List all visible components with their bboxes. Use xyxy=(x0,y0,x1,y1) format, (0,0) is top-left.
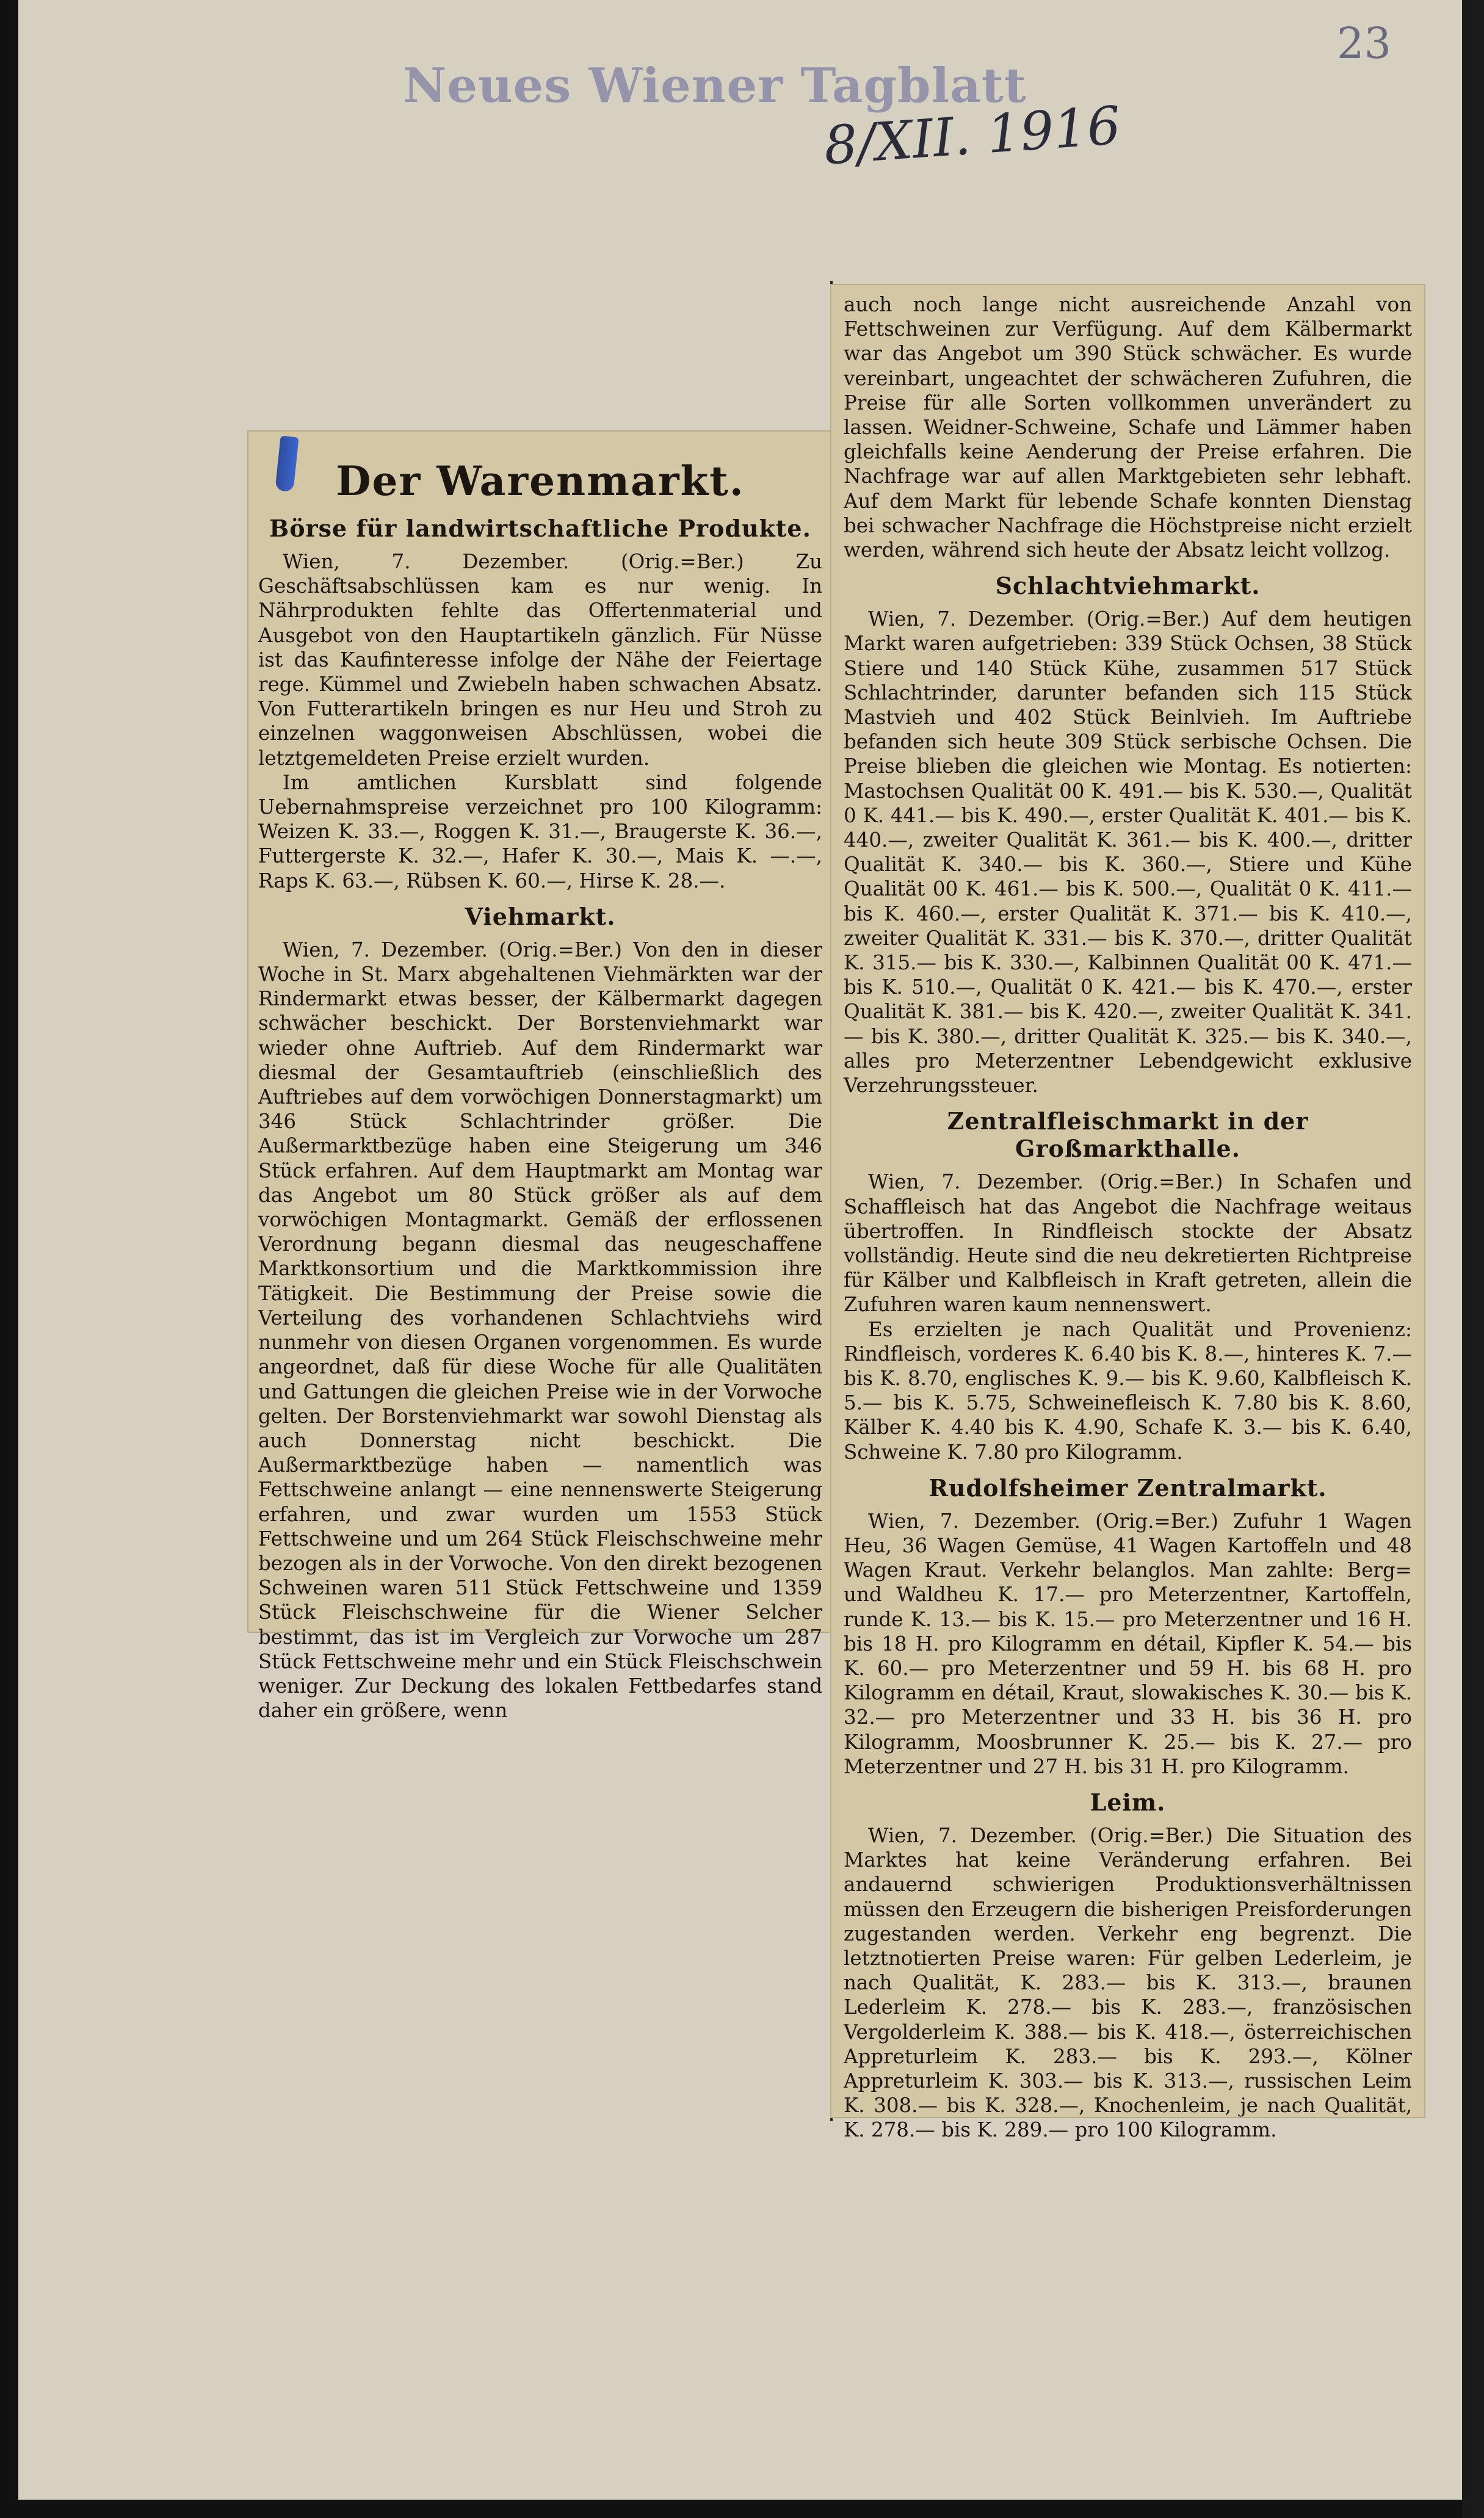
article-paragraph: Wien, 7. Dezember. (Orig.=Ber.) Zufuhr 1 Wagen Heu, 36 Wagen Gemüse, 41 Wagen Kartoffeln und 48 Wagen Kraut. Verkehr belanglos. Man zahlte: Berg= und Waldheu K. 17.— pro Meterzentner, Kartoffeln, runde K. 13.— bis K. 15.— pro Meterzentner und 16 H. bis 18 H. pro Kilogramm en détail, Kipfler K. 54.— bis K. 60.— pro Meterzentner und 59 H. bis 68 H. pro Kilogramm en détail, Kraut, slowakisches K. 30.— bis K. 32.— pro Meterzentner und 33 H. bis 36 H. pro Kilogramm, Moosbrunner K. 25.— bis K. 27.— pro Meterzentner und 27 H. bis 31 H. pro Kilogramm. xyxy=(844,1509,1412,1778)
clipping-right-column xyxy=(830,284,1425,2142)
section-heading: Zentralfleischmarkt in der Großmarkthalle. xyxy=(947,1107,1309,1163)
article-title: Der Warenmarkt. xyxy=(336,457,745,505)
section-heading: Rudolfsheimer Zentralmarkt. xyxy=(928,1474,1327,1502)
section-heading: Schlachtviehmarkt. xyxy=(995,572,1261,600)
section-heading: Viehmarkt. xyxy=(465,902,616,930)
article-paragraph: Wien, 7. Dezember. (Orig.=Ber.) Von den in dieser Woche in St. Marx abgehaltenen Viehmärkten war der Rindermarkt etwas besser, der Kälbermarkt dagegen schwächer beschickt. Der Borstenviehmarkt war wieder ohne Auftrieb. Auf dem Rindermarkt war diesmal der Gesamtauftrieb (einschließlich des Auftriebes auf dem vorwöchigen Donnerstagmarkt) um 346 Stück Schlachtrinder größer. Die Außermarktbezüge haben eine Steigerung um 346 Stück erfahren. Auf dem Hauptmarkt am Montag war das Angebot um 80 Stück größer als auf dem vorwöchigen Montagmarkt. Gemäß der erflossenen Verordnung begann diesmal das neugeschaffene Marktkonsortium und die Marktkommission ihre Tätigkeit. Die Bestimmung der Preise sowie die Verteilung des vorhandenen Schlachtviehs wird nunmehr von diesen Organen vorgenommen. Es wurde angeordnet, daß für diese Woche für alle Qualitäten und Gattungen die gleichen Preise wie in der Vorwoche gelten. Der Borstenviehmarkt war sowohl Dienstag als auch Donnerstag nicht beschickt. Die Außermarktbezüge haben — namentlich was Fettschweine anlangt — eine nennenswerte Steigerung erfahren, und zwar wurden um 1553 Stück Fettschweine und um 264 Stück Fleischschweine mehr bezogen als in der Vorwoche. Von den direkt bezogenen Schweinen waren 511 Stück Fettschweine und 1359 Stück Fleischschweine für die Wiener Selcher bestimmt, das ist im Vergleich zur Vorwoche um 287 Stück Fettschweine mehr und ein Stück Fleischschwein weniger. Zur Deckung des lokalen Fettbedarfes stand daher ein größere, wenn xyxy=(258,938,822,1723)
section-heading: Börse für landwirtschaftliche Produkte. xyxy=(269,515,811,542)
article-paragraph: Wien, 7. Dezember. (Orig.=Ber.) Zu Geschäftsabschlüssen kam es nur wenig. In Nährprodukten fehlte das Offertenmaterial und Ausgebot von den Hauptartikeln gänzlich. Für Nüsse ist das Kaufinteresse infolge der Nähe der Feiertage rege. Kümmel und Zwiebeln haben schwachen Absatz. Von Futterartikeln bringen es nur Heu und Stroh zu einzelnen waggonweisen Abschlüssen, wobei die letztgemeldeten Preise erzielt wurden. xyxy=(258,550,822,770)
article-paragraph: Wien, 7. Dezember. (Orig.=Ber.) In Schafen und Schaffleisch hat das Angebot die Nachfrage weitaus übertroffen. In Rindfleisch stockte der Absatz vollständig. Heute sind die neu dekretierten Richtpreise für Kälber und Kalbfleisch in Kraft getreten, allein die Zufuhren waren kaum nennenswert. xyxy=(844,1170,1412,1317)
article-paragraph: Wien, 7. Dezember. (Orig.=Ber.) Auf dem heutigen Markt waren aufgetrieben: 339 Stück Ochsen, 38 Stück Stiere und 140 Stück Kühe, zusammen 517 Stück Schlachtrinder, darunter befanden sich 115 Stück Mastvieh und 402 Stück Beinlvieh. Im Auftriebe befanden sich heute 309 Stück serbische Ochsen. Die Preise blieben die gleichen wie Montag. Es notierten: Mastochsen Qualität 00 K. 491.— bis K. 530.—, Qualität 0 K. 441.— bis K. 490.—, erster Qualität K. 401.— bis K. 440.—, zweiter Qualität K. 361.— bis K. 400.—, dritter Qualität K. 340.— bis K. 360.—, Stiere und Kühe Qualität 00 K. 461.— bis K. 500.—, Qualität 0 K. 411.— bis K. 460.—, erster Qualität K. 371.— bis K. 410.—, zweiter Qualität K. 331.— bis K. 370.—, dritter Qualität K. 315.— bis K. 330.—, Kalbinnen Qualität 00 K. 471.— bis K. 510.—, Qualität 0 K. 421.— bis K. 470.—, erster Qualität K. 381.— bis K. 420.—, zweiter Qualität K. 341.— bis K. 380.—, dritter Qualität K. 325.— bis K. 340.—, alles pro Meterzentner Lebendgewicht exklusive Verzehrungssteuer. xyxy=(844,607,1412,1098)
article-paragraph: auch noch lange nicht ausreichende Anzahl von Fettschweinen zur Verfügung. Auf dem Kälbermarkt war das Angebot um 390 Stück schwächer. Es wurde vereinbart, ungeachtet der schwächeren Zufuhren, die Preise für alle Sorten vollkommen unverändert zu lassen. Weidner-Schweine, Schafe und Lämmer haben gleichfalls keine Aenderung der Preise erfahren. Die Nachfrage war auf allen Marktgebieten sehr lebhaft. Auf dem Markt für lebende Schafe konnten Dienstag bei schwacher Nachfrage die Höchstpreise nicht erzielt werden, während sich heute der Absatz leicht vollzog. xyxy=(844,293,1412,562)
clipping-left-column xyxy=(247,430,833,1723)
section-heading: Leim. xyxy=(1090,1788,1166,1816)
handwritten-date: 8/XII. 1916 xyxy=(822,95,1123,177)
article-paragraph: Im amtlichen Kursblatt sind folgende Uebernahmspreise verzeichnet pro 100 Kilogramm: Weizen K. 33.—, Roggen K. 31.—, Braugerste K. 36.—, Futtergerste K. 32.—, Hafer K. 30.—, Mais K. —.—, Raps K. 63.—, Rübsen K. 60.—, Hirse K. 28.—. xyxy=(258,770,822,892)
newspaper-stamp: Neues Wiener Tagblatt xyxy=(403,58,1027,114)
page-number: 23 xyxy=(1337,18,1392,68)
article-paragraph: Wien, 7. Dezember. (Orig.=Ber.) Die Situation des Marktes hat keine Veränderung erfahren. Bei andauernd schwierigen Produktionsverhältnissen müssen den Erzeugern die bisherigen Preisforderungen zugestanden werden. Verkehr eng begrenzt. Die letztnotierten Preise waren: Für gelben Lederleim, je nach Qualität, K. 283.— bis K. 313.—, braunen Lederleim K. 278.— bis K. 283.—, französischen Vergolderleim K. 388.— bis K. 418.—, österreichischen Appreturleim K. 283.— bis K. 293.—, Kölner Appreturleim K. 303.— bis K. 313.—, russischen Leim K. 308.— bis K. 328.—, Knochenleim, je nach Qualität, K. 278.— bis K. 289.— pro 100 Kilogramm. xyxy=(844,1823,1412,2142)
article-paragraph: Es erzielten je nach Qualität und Provenienz: Rindfleisch, vorderes K. 6.40 bis K. 8.—, hinteres K. 7.— bis K. 8.70, englisches K. 9.— bis K. 9.60, Kalbfleisch K. 5.— bis K. 5.75, Schweinefleisch K. 7.80 bis K. 8.60, Kälber K. 4.40 bis K. 4.90, Schafe K. 3.— bis K. 6.40, Schweine K. 7.80 pro Kilogramm. xyxy=(844,1317,1412,1464)
folder-edge xyxy=(1462,0,1484,2518)
